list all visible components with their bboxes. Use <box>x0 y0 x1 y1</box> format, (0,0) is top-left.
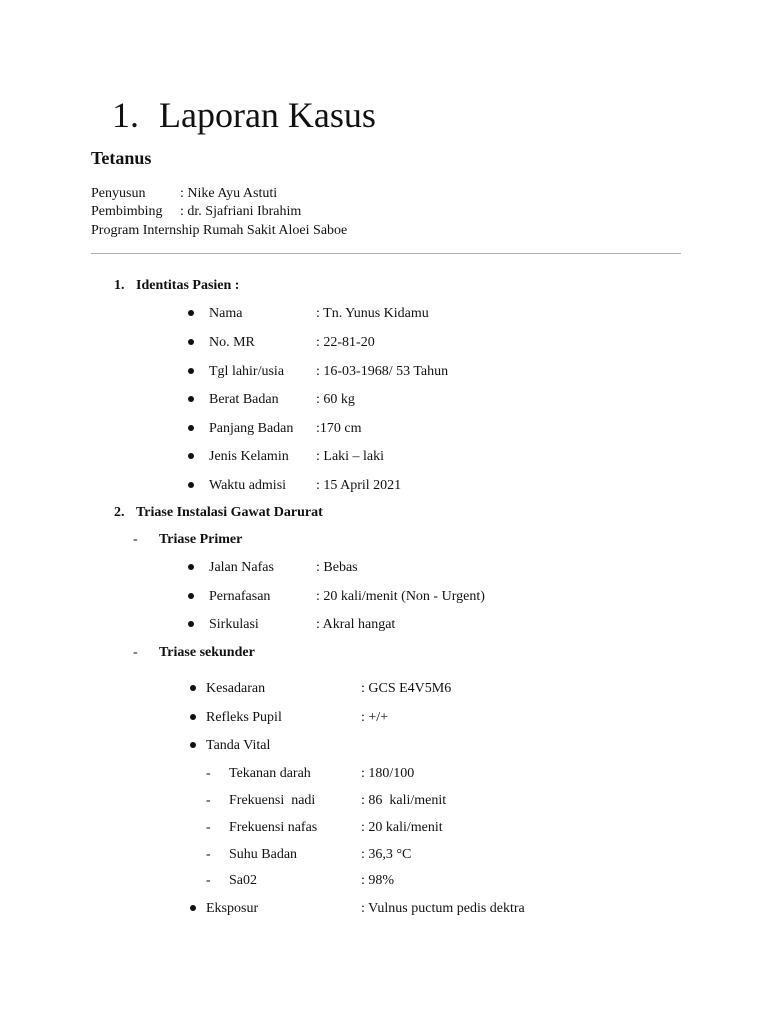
identitas-item-label: Tgl lahir/usia <box>209 364 285 379</box>
identitas-item-value: : 60 kg <box>316 392 355 407</box>
identitas-item-value: : 15 April 2021 <box>316 478 402 493</box>
primer-item-label: Pernafasan <box>209 589 271 604</box>
sekunder-item-value: : GCS E4V5M6 <box>361 681 452 696</box>
bullet-icon <box>188 396 194 402</box>
vital-value: : 86 kali/menit <box>361 793 447 808</box>
program-line: Program Internship Rumah Sakit Aloei Saboe <box>91 223 348 238</box>
section-triase-heading <box>114 505 323 521</box>
eksposur-row <box>190 901 196 917</box>
bullet-icon <box>190 742 196 748</box>
sekunder-item-label: Refleks Pupil <box>206 710 282 725</box>
triase-sekunder-title: Triase sekunder <box>159 645 255 660</box>
author-row <box>91 186 277 202</box>
vital-label: Frekuensi nafas <box>229 820 318 835</box>
bullet-icon <box>188 617 194 633</box>
sekunder-item-label: Kesadaran <box>206 681 266 696</box>
bullet-icon <box>188 364 194 380</box>
bullet-icon <box>188 478 194 494</box>
vital-value: : 98% <box>361 873 395 888</box>
case-subtitle: Tetanus <box>91 148 152 168</box>
identitas-item-label: Nama <box>209 306 243 321</box>
vital-label: Frekuensi nadi <box>229 793 316 808</box>
primer-item-value: : Bebas <box>316 560 358 575</box>
section-identitas-heading <box>114 278 239 294</box>
bullet-icon <box>190 905 196 911</box>
bullet-icon <box>188 482 194 488</box>
identitas-item-label: Berat Badan <box>209 392 279 407</box>
identitas-item-value: : Tn. Yunus Kidamu <box>316 306 429 321</box>
bullet-icon <box>190 738 196 754</box>
supervisor-value: : dr. Sjafriani Ibrahim <box>180 204 302 219</box>
section-number: 2. <box>114 505 125 520</box>
bullet-icon <box>190 714 196 720</box>
identitas-item-value: : 22-81-20 <box>316 335 375 350</box>
bullet-icon <box>188 392 194 408</box>
page-title <box>112 94 376 136</box>
title-number: 1. <box>112 95 139 135</box>
primer-item-value: : Akral hangat <box>316 617 396 632</box>
vital-label: Tekanan darah <box>229 766 311 781</box>
bullet-icon <box>188 425 194 431</box>
bullet-icon <box>188 449 194 465</box>
triase-sekunder-heading <box>133 645 255 661</box>
author-label: Penyusun <box>91 186 146 201</box>
supervisor-label: Pembimbing <box>91 204 163 219</box>
identitas-item-label: Waktu admisi <box>209 478 287 493</box>
header-divider <box>91 253 681 254</box>
dash-marker: - <box>133 532 138 547</box>
vital-label: Sa02 <box>229 873 257 888</box>
bullet-icon <box>188 335 194 351</box>
identitas-item-label: Jenis Kelamin <box>209 449 289 464</box>
vital-dash: - <box>206 766 211 781</box>
bullet-icon <box>188 621 194 627</box>
bullet-icon <box>188 589 194 605</box>
bullet-icon <box>188 564 194 570</box>
vital-value: : 36,3 °C <box>361 847 412 862</box>
triase-primer-title: Triase Primer <box>159 532 243 547</box>
section-number: 1. <box>114 278 125 293</box>
dash-marker: - <box>133 645 138 660</box>
section-title: Triase Instalasi Gawat Darurat <box>136 505 323 520</box>
bullet-icon <box>190 685 196 691</box>
identitas-item-label: Panjang Badan <box>209 421 294 436</box>
bullet-icon <box>188 453 194 459</box>
identitas-item-value: : Laki – laki <box>316 449 385 464</box>
triase-primer-heading <box>133 532 242 548</box>
bullet-icon <box>190 681 196 697</box>
vital-dash: - <box>206 847 211 862</box>
supervisor-row <box>91 204 301 220</box>
bullet-icon <box>188 310 194 316</box>
bullet-icon <box>190 710 196 726</box>
author-value: : Nike Ayu Astuti <box>180 186 278 201</box>
eksposur-value: : Vulnus puctum pedis dektra <box>361 901 525 916</box>
primer-item-value: : 20 kali/menit (Non - Urgent) <box>316 589 485 604</box>
eksposur-label: Eksposur <box>206 901 259 916</box>
identitas-item-value: : 16-03-1968/ 53 Tahun <box>316 364 449 379</box>
identitas-item-label: No. MR <box>209 335 255 350</box>
title-text: Laporan Kasus <box>159 95 376 135</box>
vital-dash: - <box>206 873 211 888</box>
sekunder-item-label: Tanda Vital <box>206 738 271 753</box>
bullet-icon <box>188 339 194 345</box>
primer-item-label: Sirkulasi <box>209 617 259 632</box>
sekunder-item-value: : +/+ <box>361 710 389 725</box>
vital-label: Suhu Badan <box>229 847 298 862</box>
bullet-icon <box>188 368 194 374</box>
vital-dash: - <box>206 793 211 808</box>
vital-value: : 180/100 <box>361 766 415 781</box>
bullet-icon <box>188 306 194 322</box>
bullet-icon <box>188 560 194 576</box>
bullet-icon <box>188 593 194 599</box>
vital-value: : 20 kali/menit <box>361 820 443 835</box>
bullet-icon <box>188 421 194 437</box>
section-title: Identitas Pasien : <box>136 278 240 293</box>
identitas-item-value: :170 cm <box>316 421 362 436</box>
vital-dash: - <box>206 820 211 835</box>
primer-item-label: Jalan Nafas <box>209 560 274 575</box>
